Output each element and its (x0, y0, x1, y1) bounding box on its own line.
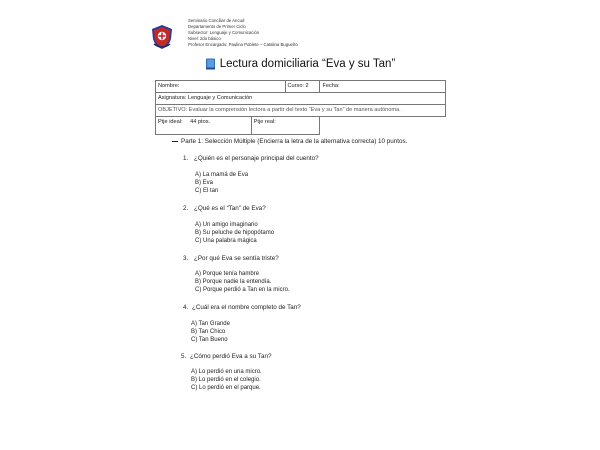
option-a[interactable]: A) Tan Grande (191, 321, 230, 327)
option-c[interactable]: C) Porque perdió a Tan en la micro. (195, 287, 290, 294)
ideal-score-cell (156, 117, 252, 135)
option-c[interactable]: C) Lo perdió en el parque. (191, 385, 261, 392)
option-c[interactable]: C) Tan Bueno (191, 337, 228, 344)
option-b[interactable]: B) Porque nadie la entendía. (195, 279, 272, 286)
ideal-score-label: Ptje ideal: (158, 118, 183, 125)
school-name: Seminario Conciliar de Ancud (188, 18, 245, 23)
department: Departamento de Primer Ciclo (188, 24, 246, 29)
option-b[interactable]: B) Eva (195, 180, 214, 187)
option-a[interactable]: A) Un amigo imaginario (195, 222, 258, 228)
question-3 (183, 255, 279, 262)
real-score-field[interactable]: Ptje real: (251, 117, 320, 135)
teachers: Profesor Encargado: Paulina Poblete – Catalina Bugueño (188, 42, 298, 47)
subject-row: Asignatura: Lenguaje y Comunicación (156, 93, 446, 105)
book-icon (205, 58, 216, 70)
question-number: 3. (183, 255, 189, 262)
question-text: ¿Cómo perdió Eva a su Tan? (190, 353, 272, 360)
school-crest-logo (150, 24, 174, 50)
question-text: ¿Por qué Eva se sentía triste? (194, 255, 279, 262)
question-4-options (191, 320, 230, 345)
empty-cell (320, 117, 446, 135)
ideal-score-value: 44 ptos. (190, 118, 211, 125)
question-number: 5. (181, 353, 187, 360)
question-text: ¿Qué es el “Tan” de Eva? (194, 205, 266, 212)
dash-icon (172, 141, 178, 143)
option-b[interactable]: B) Lo perdió en el colegio. (191, 377, 261, 384)
option-a[interactable]: A) Porque tenía hambre (195, 271, 260, 277)
level: Nivel: 2do básico (188, 36, 221, 41)
question-1-options (195, 171, 248, 196)
question-2-options (195, 221, 274, 246)
student-info-table (155, 80, 446, 135)
option-c[interactable]: C) Una palabra mágica (195, 238, 257, 245)
question-3-options (195, 270, 290, 295)
question-number: 4. (183, 304, 189, 311)
objective-row: OBJETIVO: Evaluar la comprensión lectora a partir del texto “Eva y su Tan” de manera autónoma. (156, 105, 446, 117)
option-a[interactable]: A) Lo perdió en una micro. (191, 369, 262, 375)
part1-heading (172, 138, 407, 145)
question-2 (183, 205, 266, 212)
question-number: 1. (183, 155, 189, 162)
part1-text: Parte 1: Selección Múltiple (Encierra la letra de la alternativa correcta) 10 puntos. (181, 138, 408, 145)
option-c[interactable]: C) El tan (195, 188, 219, 195)
question-number: 2. (183, 205, 189, 212)
question-4 (183, 304, 301, 311)
name-field[interactable]: Nombre: (156, 81, 286, 93)
school-header (188, 18, 298, 48)
option-a[interactable]: A) La mamá de Eva (195, 172, 249, 178)
question-5-options (191, 368, 262, 393)
question-text: ¿Quién es el personaje principal del cuento? (194, 155, 319, 162)
subsector: Subsector: Lenguaje y Comunicación (188, 30, 260, 35)
page-title (0, 58, 600, 70)
question-1 (183, 155, 319, 162)
course-field[interactable]: Curso: 2 (285, 81, 320, 93)
date-field[interactable]: Fecha: (320, 81, 446, 93)
option-b[interactable]: B) Tan Chico (191, 329, 226, 336)
title-text: Lectura domiciliaria “Eva y su Tan” (219, 58, 396, 71)
question-text: ¿Cuál era el nombre completo de Tan? (192, 304, 301, 311)
question-5 (181, 353, 271, 360)
option-b[interactable]: B) Su peluche de hipopótamo (195, 230, 275, 237)
